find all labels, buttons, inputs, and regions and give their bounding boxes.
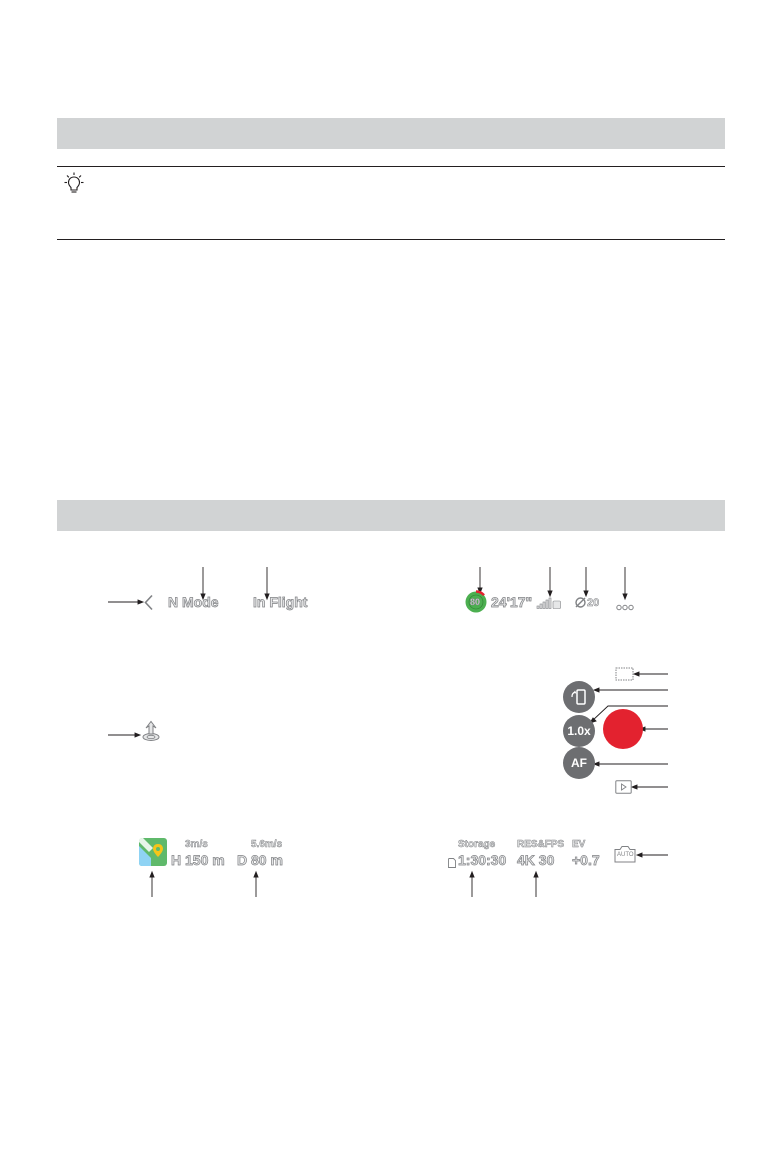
distance-prefix: D xyxy=(237,852,248,868)
satellite-count: 20 xyxy=(587,597,600,609)
sd-card-icon xyxy=(448,855,456,865)
zoom-button[interactable] xyxy=(563,715,595,747)
frame-icon[interactable] xyxy=(615,667,634,681)
camera-auto-icon[interactable] xyxy=(614,845,636,863)
ev-label: EV xyxy=(572,839,586,850)
play-icon[interactable] xyxy=(615,780,632,794)
storage-value: 1:30:30 xyxy=(458,852,507,868)
focus-label: AF xyxy=(571,756,587,770)
flight-status-label: In Flight xyxy=(253,594,308,610)
signal-bars-icon xyxy=(536,596,562,608)
auto-label: AUTO xyxy=(617,852,634,858)
height-value: 150 m xyxy=(185,852,225,868)
distance-value: 80 m xyxy=(251,852,283,868)
flight-mode-label: N Mode xyxy=(168,594,219,610)
flight-time: 24'17" xyxy=(491,594,533,610)
takeoff-landing-icon[interactable] xyxy=(140,720,162,742)
chevron-left-icon[interactable] xyxy=(143,594,155,611)
res-fps-value[interactable]: 4K 30 xyxy=(517,852,555,868)
res-fps-label: RES&FPS xyxy=(517,839,565,850)
focus-button[interactable] xyxy=(563,747,595,779)
horizontal-speed: 5.6m/s xyxy=(251,839,283,850)
battery-percent: 80 xyxy=(470,597,481,607)
phone-rotate-button[interactable] xyxy=(563,681,595,713)
storage-label: Storage xyxy=(458,839,496,850)
record-button[interactable] xyxy=(603,709,643,749)
phone-rotate-icon xyxy=(570,688,588,706)
more-icon[interactable] xyxy=(616,598,634,605)
satellite-icon xyxy=(574,596,587,609)
ev-value[interactable]: +0.7 xyxy=(572,852,600,868)
map-icon[interactable] xyxy=(139,838,167,866)
zoom-label: 1.0x xyxy=(567,724,591,738)
height-prefix: H xyxy=(171,852,182,868)
vertical-speed: 3m/s xyxy=(185,839,208,850)
